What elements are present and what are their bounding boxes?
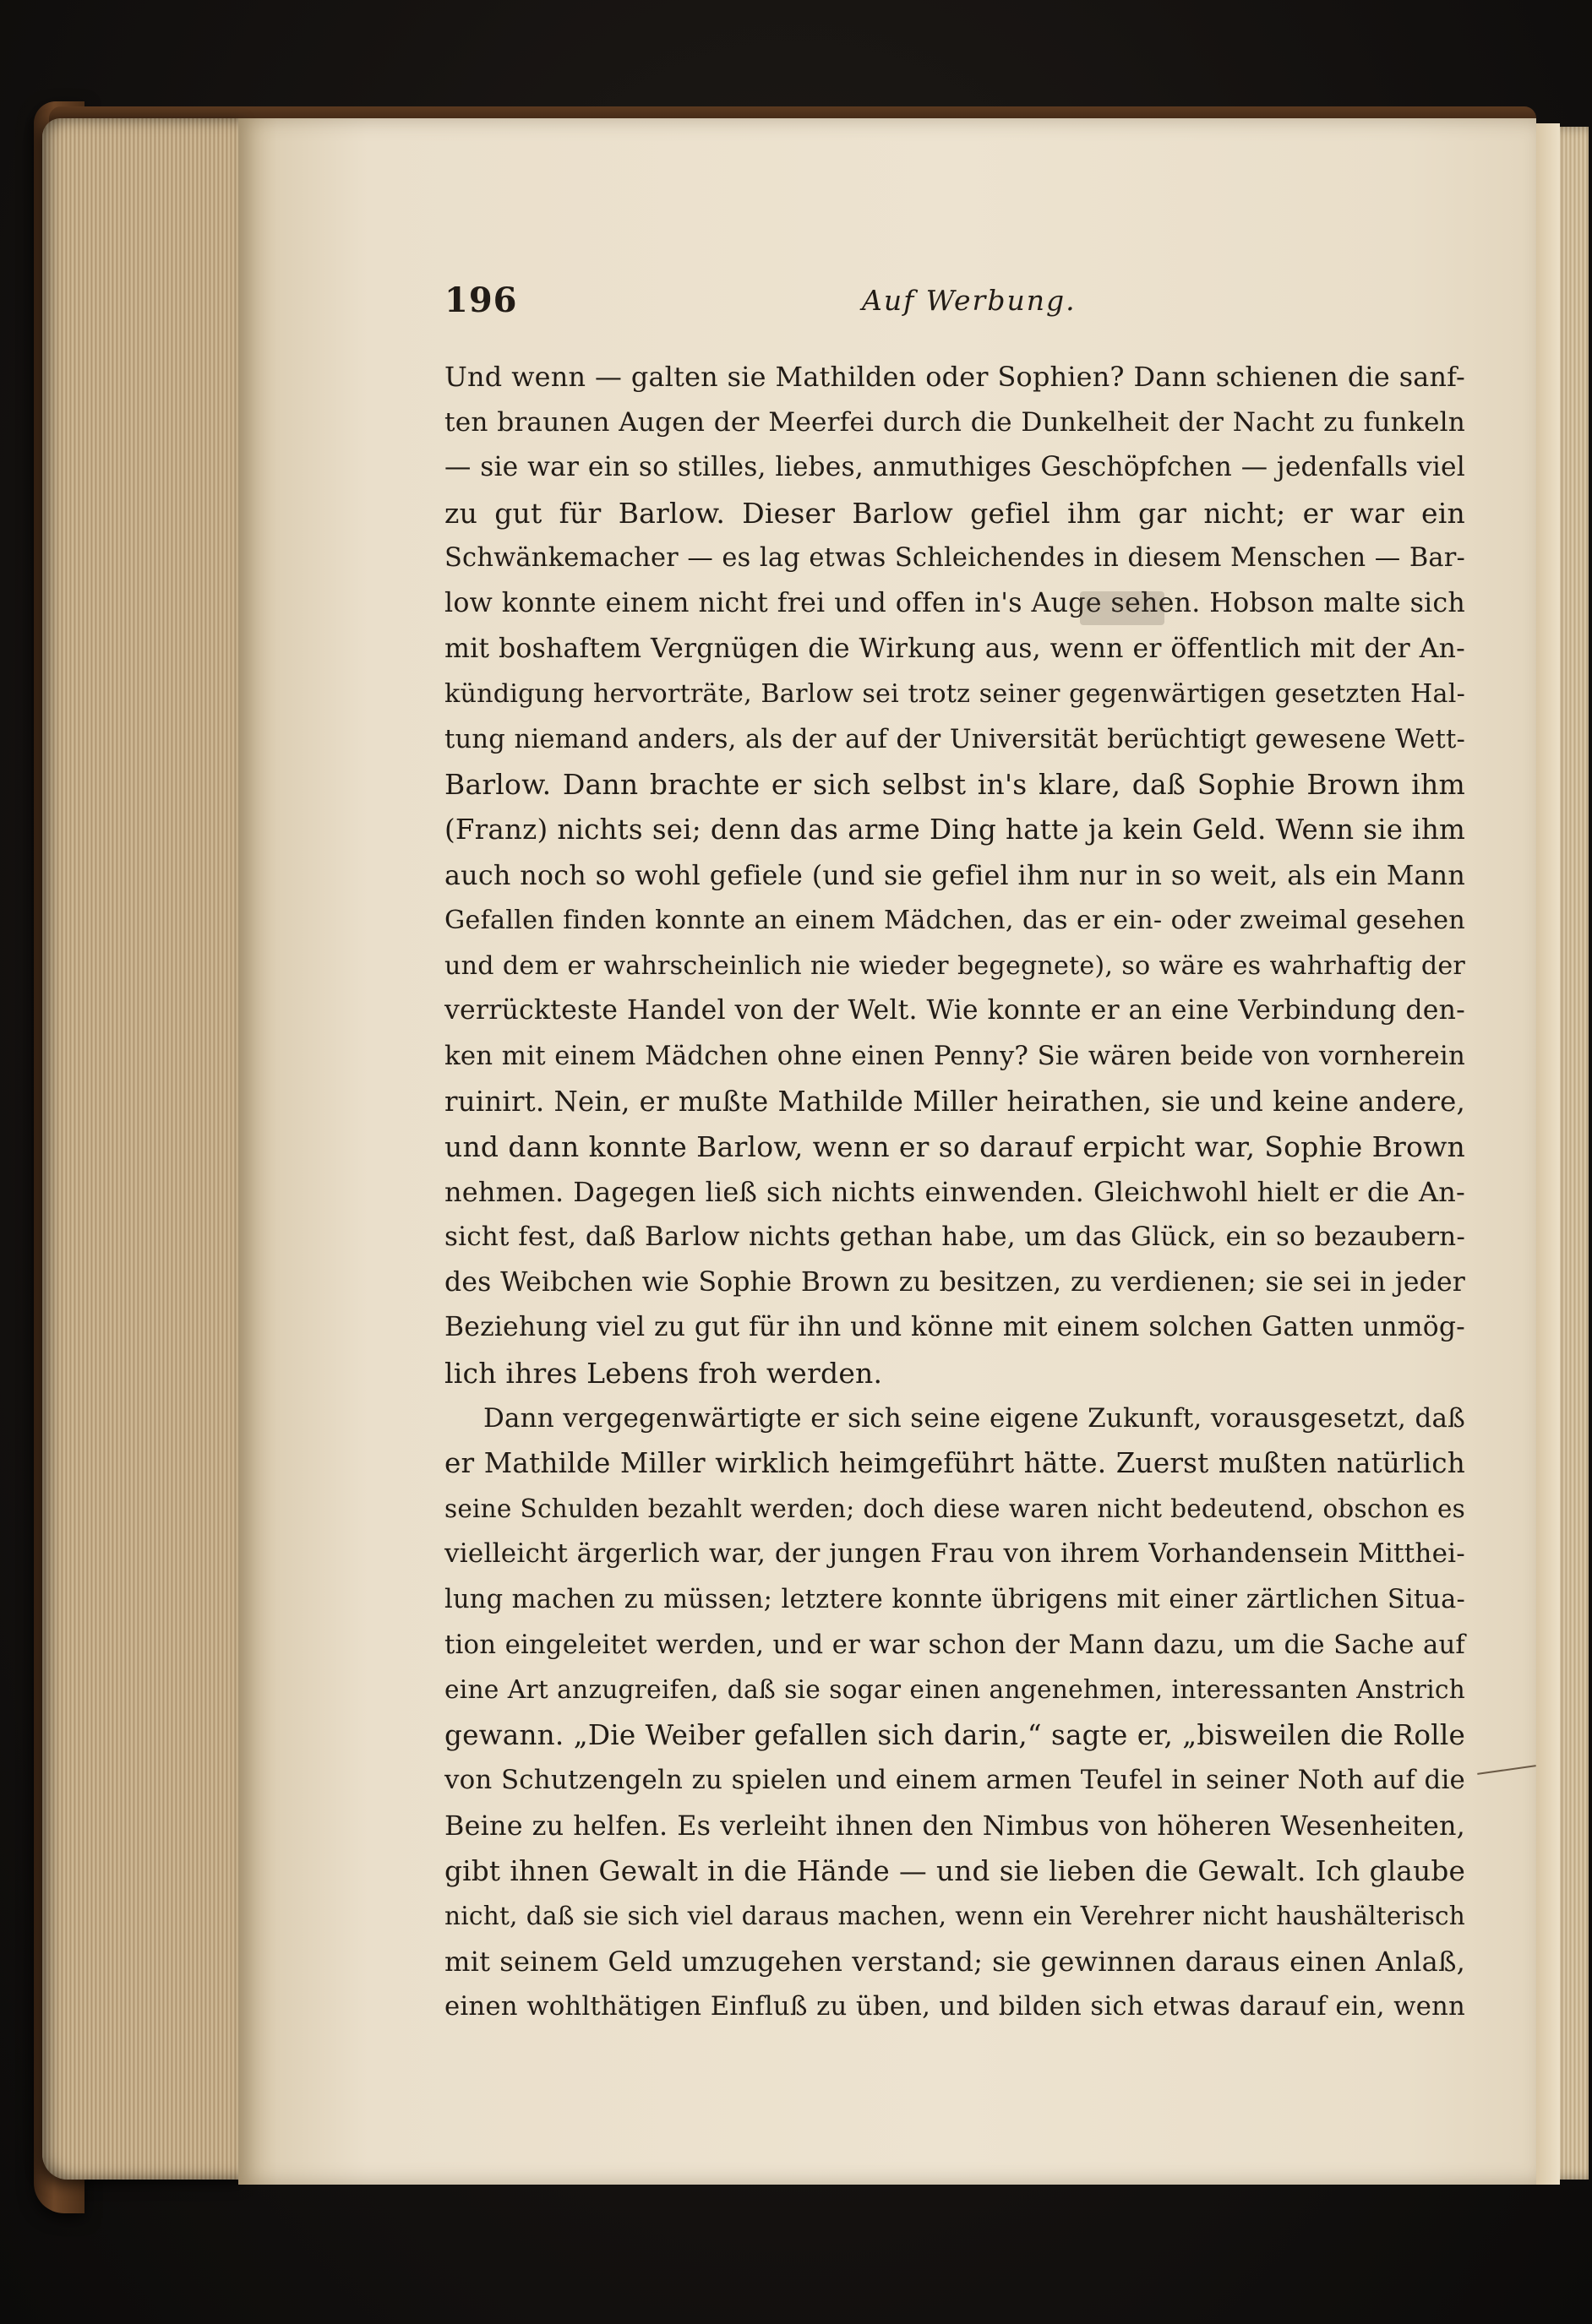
text-line: Barlow. Dann brachte er sich selbst in's klare, daß Sophie Brown ihm: [444, 768, 1465, 802]
text-body: [444, 355, 1465, 2030]
text-line: verrückteste Handel von der Welt. Wie konnte er an eine Verbindung den-: [444, 995, 1465, 1026]
text-line: nicht, daß sie sich viel daraus machen, wenn ein Verehrer nicht haushälterisch: [444, 1902, 1465, 1931]
text-line: gewann. „Die Weiber gefallen sich darin,“ sagte er, „bisweilen die Rolle: [444, 1718, 1465, 1751]
text-line: zu gut für Barlow. Dieser Barlow gefiel ihm gar nicht; er war ein: [444, 496, 1465, 530]
running-head: [444, 280, 1465, 335]
facing-page-edge: [1536, 123, 1560, 2185]
page-content: [444, 280, 1465, 2030]
text-line: lich ihres Lebens froh werden.: [444, 1357, 883, 1391]
smudge-mark: [1080, 591, 1164, 625]
text-line: — sie war ein so stilles, liebes, anmuthiges Geschöpfchen — jedenfalls viel: [444, 452, 1465, 483]
text-line: gibt ihnen Gewalt in die Hände — und sie lieben die Gewalt. Ich glaube: [444, 1854, 1465, 1887]
text-line: einen wohlthätigen Einfluß zu üben, und bilden sich etwas darauf ein, wenn: [444, 1991, 1465, 2022]
text-line: ken mit einem Mädchen ohne einen Penny? Sie wären beide von vornherein: [444, 1040, 1465, 1071]
text-line: des Weibchen wie Sophie Brown zu besitzen, zu verdienen; sie sei in jeder: [444, 1266, 1465, 1298]
text-line: vielleicht ärgerlich war, der jungen Frau von ihrem Vorhandensein Mitthei-: [444, 1538, 1465, 1570]
page-edges-left: [42, 118, 245, 2180]
text-line: Beziehung viel zu gut für ihn und könne mit einem solchen Gatten unmög-: [444, 1312, 1465, 1343]
text-line: low konnte einem nicht frei und offen in's Auge sehen. Hobson malte sich: [444, 587, 1465, 618]
text-line: und dem er wahrscheinlich nie wieder begegnete), so wäre es wahrhaftig der: [444, 950, 1465, 981]
running-title: Auf Werbung.: [862, 284, 1077, 317]
text-line: Beine zu helfen. Es verleiht ihnen den Nimbus von höheren Wesenheiten,: [444, 1810, 1465, 1842]
text-line: und dann konnte Barlow, wenn er so darauf erpicht war, Sophie Brown: [444, 1130, 1465, 1164]
text-line: tion eingeleitet werden, und er war schon der Mann dazu, um die Sache auf: [444, 1630, 1465, 1660]
text-line: von Schutzengeln zu spielen und einem armen Teufel in seiner Noth auf die: [444, 1765, 1465, 1796]
text-line: sicht fest, daß Barlow nichts gethan habe, um das Glück, ein so bezaubern-: [444, 1222, 1465, 1253]
page-number: 196: [444, 280, 518, 320]
text-line: lung machen zu müssen; letztere konnte übrigens mit einer zärtlichen Situa-: [444, 1585, 1465, 1615]
text-line: seine Schulden bezahlt werden; doch diese waren nicht bedeutend, obschon es: [444, 1494, 1465, 1523]
text-line: ruinirt. Nein, er mußte Mathilde Miller heirathen, sie und keine andere,: [444, 1085, 1465, 1118]
text-line: Gefallen finden konnte an einem Mädchen, das er ein- oder zweimal gesehen: [444, 906, 1465, 936]
text-line: Schwänkemacher — es lag etwas Schleichendes in diesem Menschen — Bar-: [444, 543, 1465, 574]
text-line: mit seinem Geld umzugehen verstand; sie gewinnen daraus einen Anlaß,: [444, 1945, 1465, 1978]
text-line: ten braunen Augen der Meerfei durch die Dunkelheit der Nacht zu funkeln: [444, 406, 1465, 438]
text-line: auch noch so wohl gefiele (und sie gefiel ihm nur in so weit, als ein Mann: [444, 859, 1465, 891]
text-line: er Mathilde Miller wirklich heimgeführt hätte. Zuerst mußten natürlich: [444, 1447, 1465, 1480]
text-line: Und wenn — galten sie Mathilden oder Sophien? Dann schienen die sanf-: [444, 361, 1465, 393]
text-line: eine Art anzugreifen, daß sie sogar einen angenehmen, interessanten Anstrich: [444, 1675, 1465, 1706]
text-line: kündigung hervorträte, Barlow sei trotz seiner gegenwärtigen gesetzten Hal-: [444, 679, 1465, 710]
text-line: tung niemand anders, als der auf der Universität berüchtigt gewesene Wett-: [444, 724, 1465, 754]
text-line: Dann vergegenwärtigte er sich seine eigene Zukunft, vorausgesetzt, daß: [483, 1402, 1465, 1434]
text-line: nehmen. Dagegen ließ sich nichts einwenden. Gleichwohl hielt er die An-: [444, 1175, 1465, 1208]
text-line: mit boshaftem Vergnügen die Wirkung aus, wenn er öffentlich mit der An-: [444, 633, 1465, 664]
text-line: (Franz) nichts sei; denn das arme Ding hatte ja kein Geld. Wenn sie ihm: [444, 813, 1465, 846]
